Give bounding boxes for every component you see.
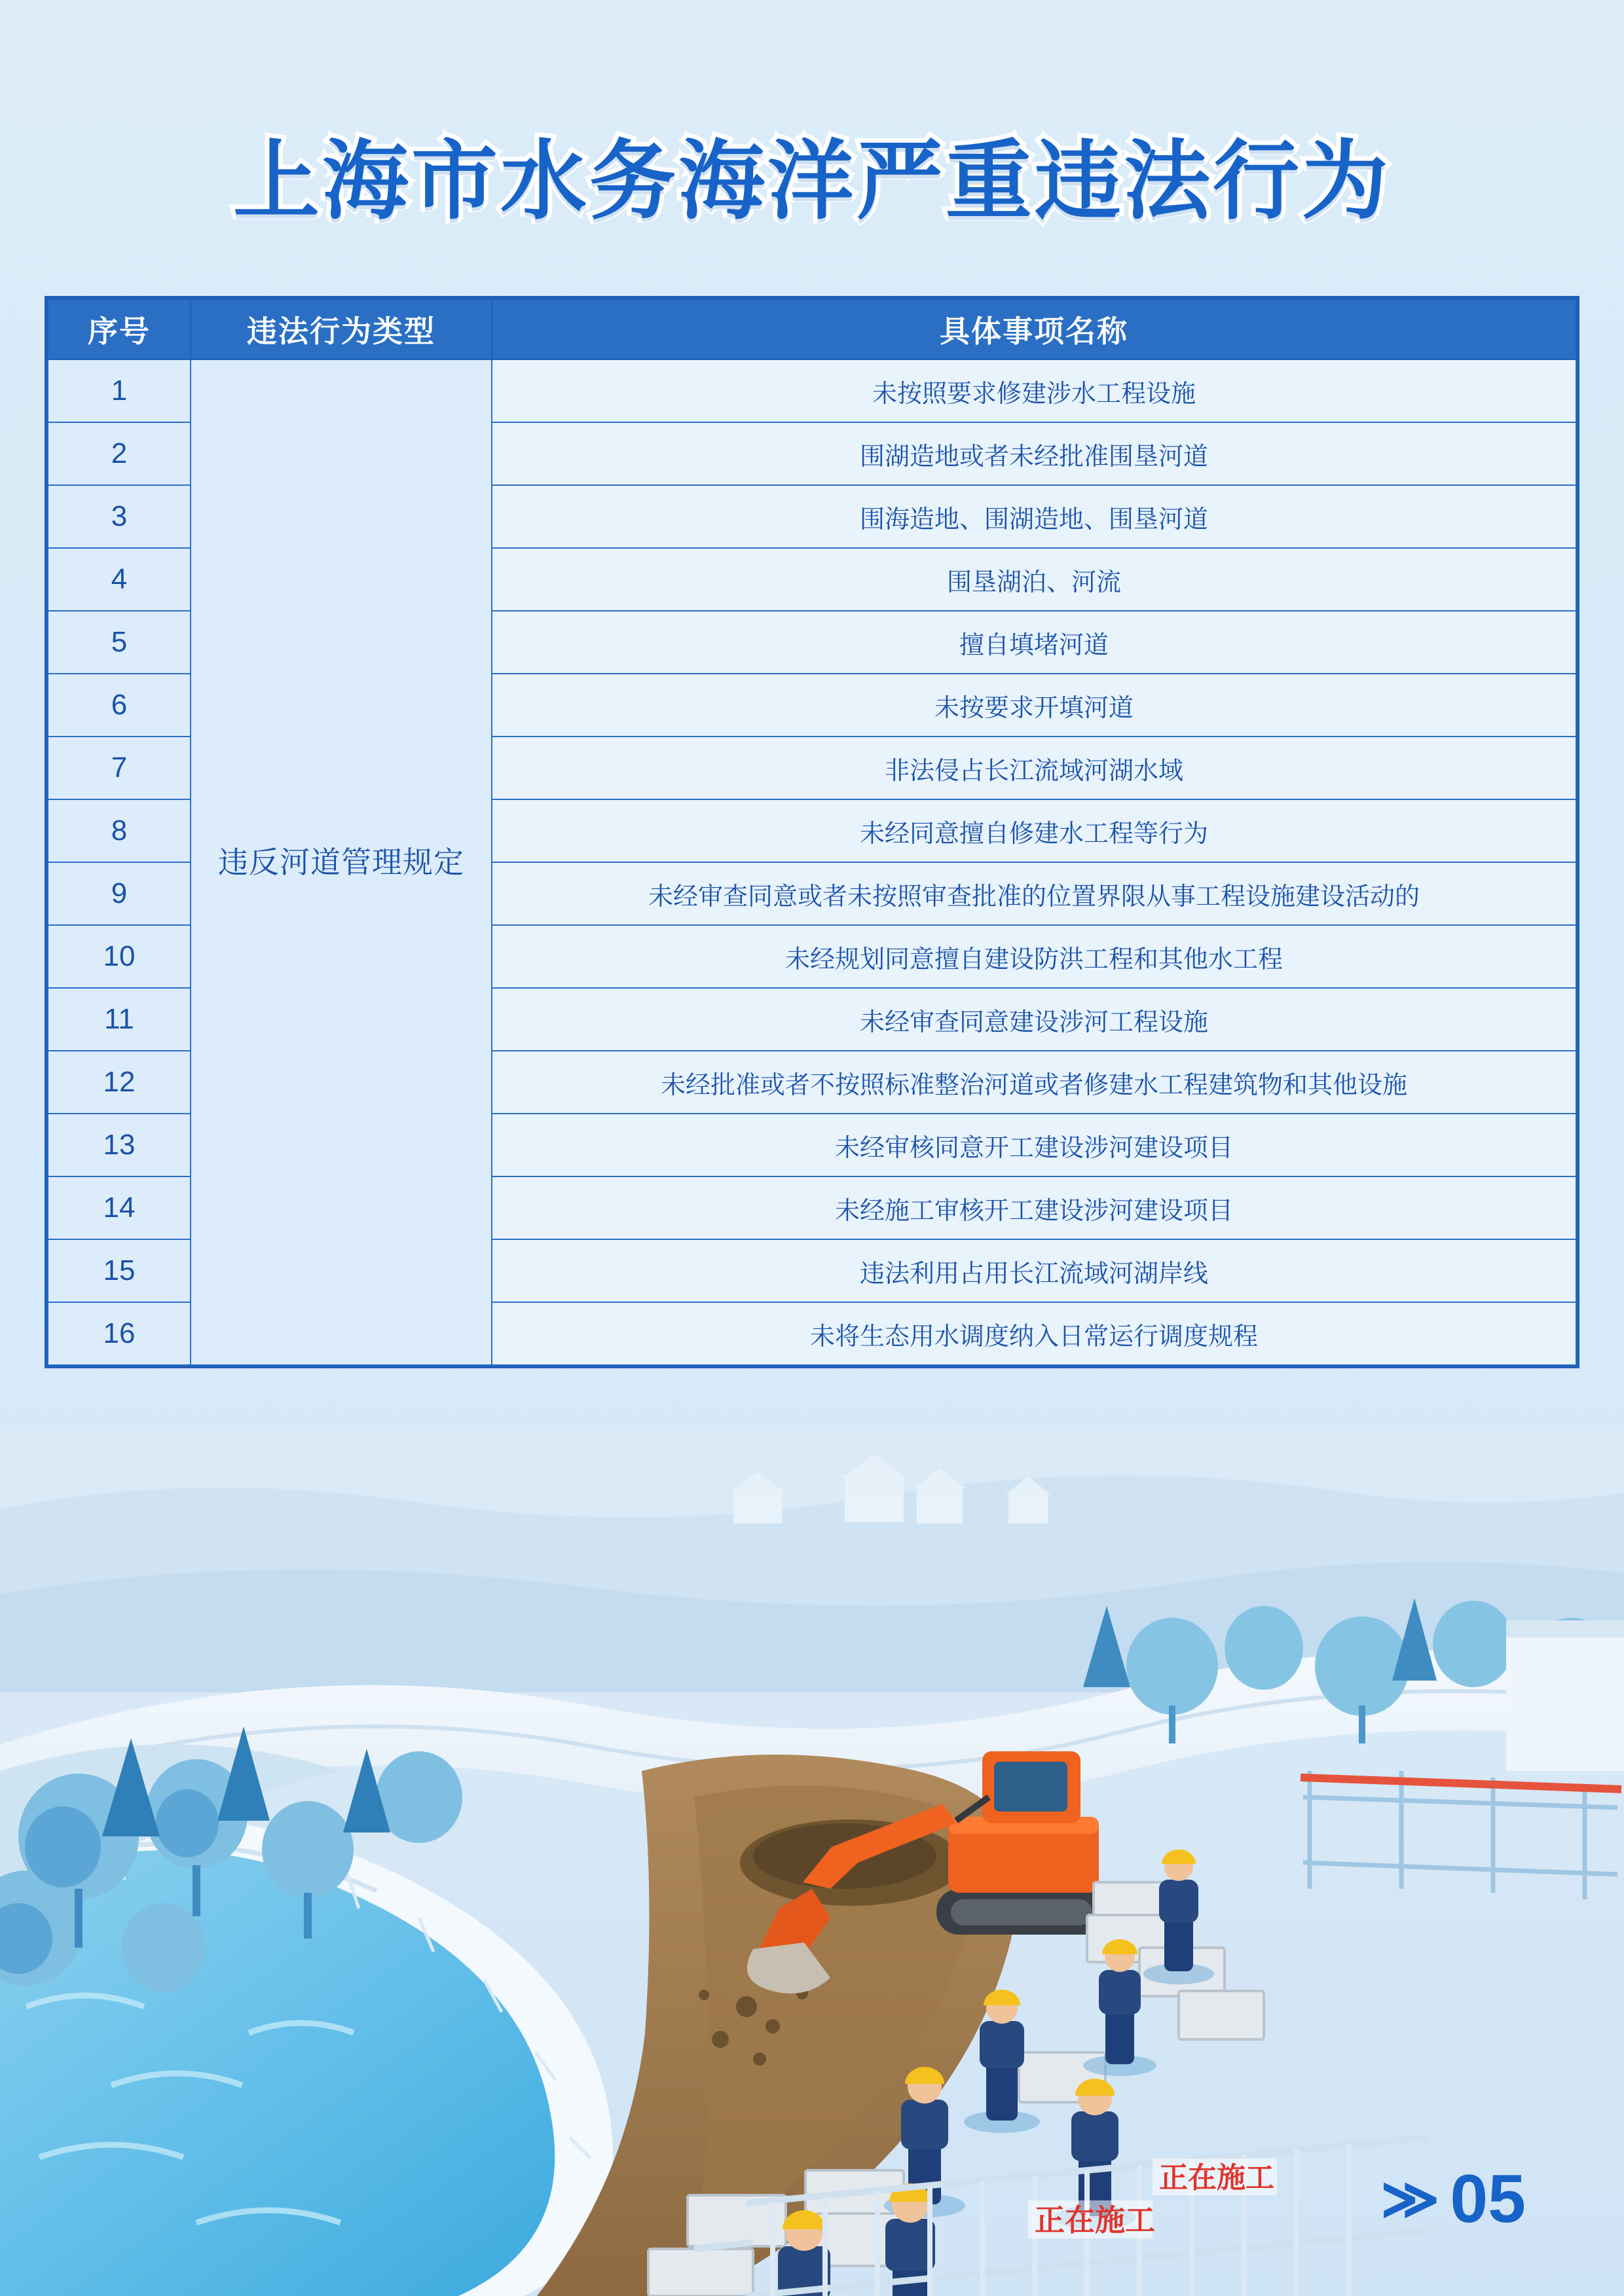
row-number: 6 [48, 674, 191, 737]
violations-table-wrap [45, 296, 1579, 1368]
violation-item: 违法利用占用长江流域河湖岸线 [492, 1239, 1576, 1302]
violation-item: 未按照要求修建涉水工程设施 [492, 359, 1576, 422]
row-number: 10 [48, 925, 191, 988]
table-row [48, 359, 1576, 422]
column-header-no: 序号 [48, 299, 191, 359]
row-number: 13 [48, 1114, 191, 1176]
violation-item: 非法侵占长江流域河湖水域 [492, 737, 1576, 799]
violation-item: 未经审查同意建设涉河工程设施 [492, 988, 1576, 1051]
page-title: 上海市水务海洋严重违法行为 [233, 133, 1391, 229]
violation-item: 未将生态用水调度纳入日常运行调度规程 [492, 1302, 1576, 1365]
violation-item: 未经批准或者不按照标准整治河道或者修建水工程建筑物和其他设施 [492, 1051, 1576, 1114]
violation-item: 围湖造地或者未经批准围垦河道 [492, 422, 1576, 485]
chevron-right-icon: ≫ [1380, 2168, 1433, 2231]
table-body [48, 359, 1576, 1365]
row-number: 5 [48, 611, 191, 674]
page-number: 05 [1450, 2161, 1526, 2237]
row-number: 4 [48, 548, 191, 611]
page-number-block [1380, 2161, 1526, 2237]
svg-text:正在施工: 正在施工 [1035, 2203, 1155, 2237]
violation-item: 未经施工审核开工建设涉河建设项目 [492, 1176, 1576, 1239]
row-number: 12 [48, 1051, 191, 1114]
violation-category: 违反河道管理规定 [191, 359, 492, 1365]
row-number: 16 [48, 1302, 191, 1365]
column-header-item: 具体事项名称 [492, 299, 1576, 359]
row-number: 15 [48, 1239, 191, 1302]
violations-table [47, 299, 1577, 1366]
row-number: 7 [48, 737, 191, 799]
violation-item: 擅自填堵河道 [492, 611, 1576, 674]
violation-item: 未经审核同意开工建设涉河建设项目 [492, 1114, 1576, 1176]
row-number: 9 [48, 862, 191, 925]
column-header-type: 违法行为类型 [191, 299, 492, 359]
svg-text:正在施工: 正在施工 [1159, 2162, 1274, 2194]
table-header-row [48, 299, 1576, 359]
violation-item: 围海造地、围湖造地、围垦河道 [492, 485, 1576, 548]
row-number: 1 [48, 359, 191, 422]
row-number: 3 [48, 485, 191, 548]
page-title-wrap [0, 111, 1624, 236]
row-number: 14 [48, 1176, 191, 1239]
violation-item: 未经审查同意或者未按照审查批准的位置界限从事工程设施建设活动的 [492, 862, 1576, 925]
violation-item: 未经同意擅自修建水工程等行为 [492, 799, 1576, 862]
row-number: 11 [48, 988, 191, 1051]
row-number: 8 [48, 799, 191, 862]
table-header [48, 299, 1576, 359]
violation-item: 围垦湖泊、河流 [492, 548, 1576, 611]
row-number: 2 [48, 422, 191, 485]
violation-item: 未按要求开填河道 [492, 674, 1576, 737]
violation-item: 未经规划同意擅自建设防洪工程和其他水工程 [492, 925, 1576, 988]
